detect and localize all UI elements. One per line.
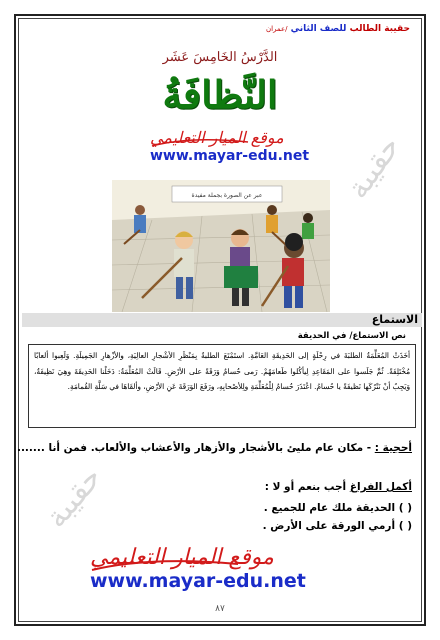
children-cleaning-icon xyxy=(112,180,330,312)
listening-passage: أخَذَتْ المُعَلِّمَةُ الطلبَةَ في رِحْلَةٍ إلى الحَدِيقَةِ العَامَّةِ. استَمْتَعَ الطلبةُ بِمَنْظَرِ الأشْجارِ العالِيَةِ، والأزْهارِ الجَمِيلَةِ. وَلَعِبوا ألعابًا مُخْتَلِفَةً. ثُمَّ جَلَسوا على المَقَاعِدِ لِيأكُلوا طَعامَهُمْ. رَمى حُسامٌ وَرَقَةً على الأرْضِ. قَالَتْ المُعَلِّمَةُ: دَخَلْنا الحَدِيقَةَ وهِيَ نَظِيفَةٌ، وَيَجِبُ أنْ نَتْرُكَها نَظيفَةً يا حُسامُ. اعْتَذَرَ حُسامٌ لِلْمُعَلِّمَةِ ولِلأصْحابِهِ، ورَفَعَ الوَرَقَةَ عَنِ الأرْضِ، وألقَاهَا في سَلَّةِ القُمامَةِ. xyxy=(28,344,416,428)
list-item xyxy=(263,520,412,532)
page-title: النَّظافَةُ xyxy=(162,72,278,117)
fill-in-heading xyxy=(265,481,412,493)
header-part1: حقيبة الطالب xyxy=(349,24,410,34)
lesson-number: الدَّرْسُ الخَامِسَ عَشَر xyxy=(162,50,278,65)
section-bar xyxy=(22,313,422,327)
listening-subtitle: نص الاستماع/ في الحديقة xyxy=(297,331,406,341)
item-text: الحديقة ملك عام للجميع . xyxy=(263,502,396,514)
watermark: حقيبة xyxy=(38,460,110,535)
fill-in-label: أكمل الفراغ xyxy=(349,481,412,493)
site-logo-arabic-top: موقع الميار التعليمي xyxy=(150,128,284,147)
answer-blank[interactable]: ( ) xyxy=(398,502,412,514)
riddle-text: - مكان عام مليئ بالأشجار والأزهار والأعشاب والألعاب. فمن أنا ....... xyxy=(16,442,372,454)
page-header xyxy=(266,24,410,34)
site-url-bottom: www.mayar-edu.net xyxy=(90,570,306,592)
illustration-sign: عبر عن الصورة بجملة مفيدة xyxy=(191,192,263,199)
watermark: حقيبة xyxy=(340,129,408,206)
riddle-label: أحجية : xyxy=(374,442,412,454)
list-item xyxy=(264,502,412,514)
fill-in-instruction: أجب بنعم أو لا : xyxy=(264,481,350,493)
site-url-top: www.mayar-edu.net xyxy=(150,148,310,164)
item-text: أرمي الورقة على الأرض . xyxy=(262,520,396,532)
page-number: ٨٧ xyxy=(215,604,225,614)
header-part2: للصف الثاني xyxy=(290,24,347,34)
cleaning-park-illustration xyxy=(112,180,330,312)
header-part3: /عمران xyxy=(265,25,288,33)
site-logo-arabic-bottom: موقع الميار التعليمي xyxy=(90,545,274,570)
answer-blank[interactable]: ( ) xyxy=(398,520,412,532)
riddle-question xyxy=(17,442,412,454)
section-title-listening: الاستماع xyxy=(371,313,418,326)
